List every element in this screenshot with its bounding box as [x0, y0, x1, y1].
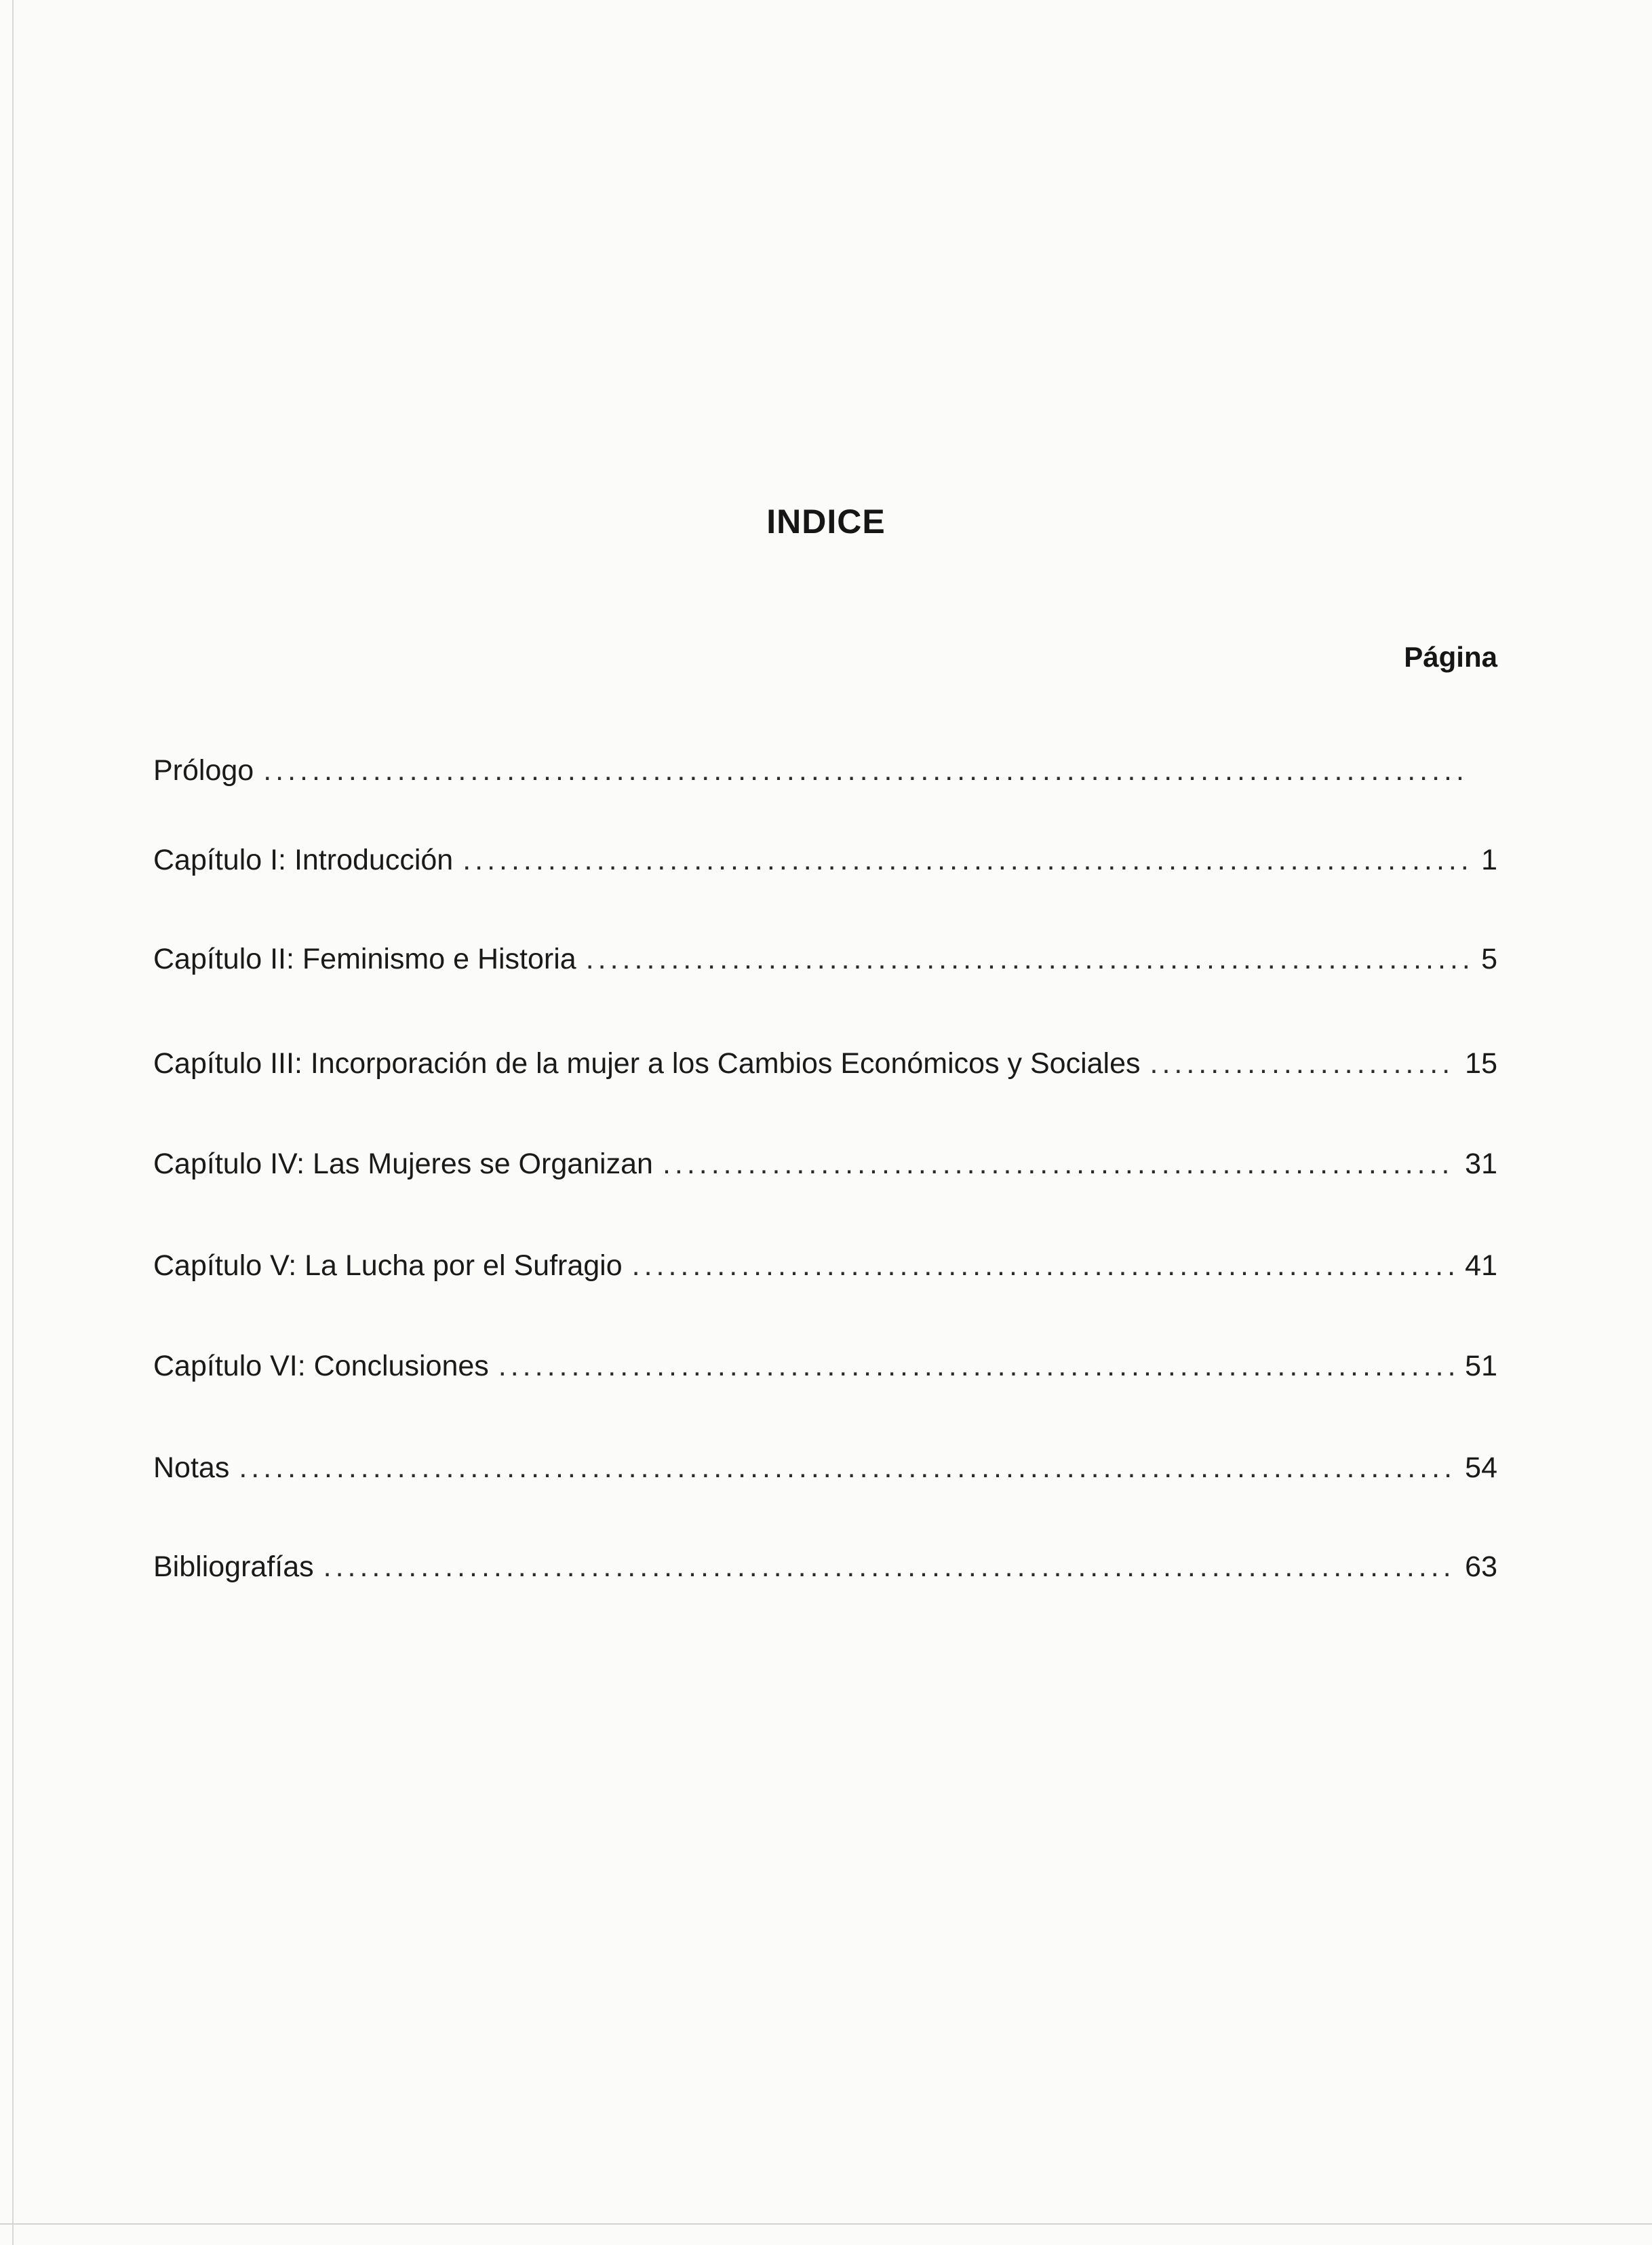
dot-leader: [463, 841, 1468, 879]
index-title: INDICE: [766, 503, 886, 541]
toc-entry-bibliografias: [153, 1548, 1497, 1586]
toc-entry-page: 15: [1465, 1047, 1497, 1080]
toc-entry-page: 54: [1465, 1451, 1497, 1484]
toc-entry-capitulo-2: [153, 940, 1497, 978]
toc-entry-label: Notas: [153, 1451, 230, 1484]
dot-leader: [1150, 1045, 1456, 1082]
toc-entry-label: Bibliografías: [153, 1550, 314, 1583]
toc-entry-label: Prólogo: [153, 754, 254, 787]
toc-entry-page: 51: [1465, 1350, 1497, 1382]
page-column-header: Página: [1404, 641, 1497, 673]
dot-leader: [498, 1347, 1455, 1385]
toc-entry-label: Capítulo IV: Las Mujeres se Organizan: [153, 1148, 653, 1180]
toc-entry-page: 31: [1465, 1148, 1497, 1180]
scan-edge-left: [12, 0, 14, 2245]
toc-entry-notas: [153, 1449, 1497, 1487]
dot-leader: [663, 1145, 1455, 1183]
toc-entry-capitulo-6: [153, 1347, 1497, 1385]
toc-entry-label: Capítulo II: Feminismo e Historia: [153, 943, 576, 975]
toc-entry-label: Capítulo I: Introducción: [153, 844, 454, 876]
dot-leader: [263, 751, 1468, 789]
dot-leader: [239, 1449, 1455, 1487]
toc-entry-label: Capítulo V: La Lucha por el Sufragio: [153, 1249, 623, 1282]
toc-entry-page: 5: [1481, 943, 1497, 975]
toc-entry-capitulo-4: [153, 1145, 1497, 1183]
toc-entry-label: Capítulo VI: Conclusiones: [153, 1350, 489, 1382]
toc-entry-capitulo-5: [153, 1247, 1497, 1285]
toc-entry-page: 1: [1481, 844, 1497, 876]
toc-entry-prologo: [153, 751, 1497, 789]
table-of-contents: [153, 0, 1497, 2245]
toc-entry-capitulo-3: [153, 1045, 1497, 1082]
toc-entry-label: Capítulo III: Incorporación de la mujer a los Cambios Económicos y Sociales: [153, 1047, 1141, 1080]
toc-entry-capitulo-1: [153, 841, 1497, 879]
toc-entry-page: 41: [1465, 1249, 1497, 1282]
dot-leader: [323, 1548, 1456, 1586]
toc-entry-page: 63: [1465, 1550, 1497, 1583]
dot-leader: [586, 940, 1468, 978]
dot-leader: [632, 1247, 1456, 1285]
